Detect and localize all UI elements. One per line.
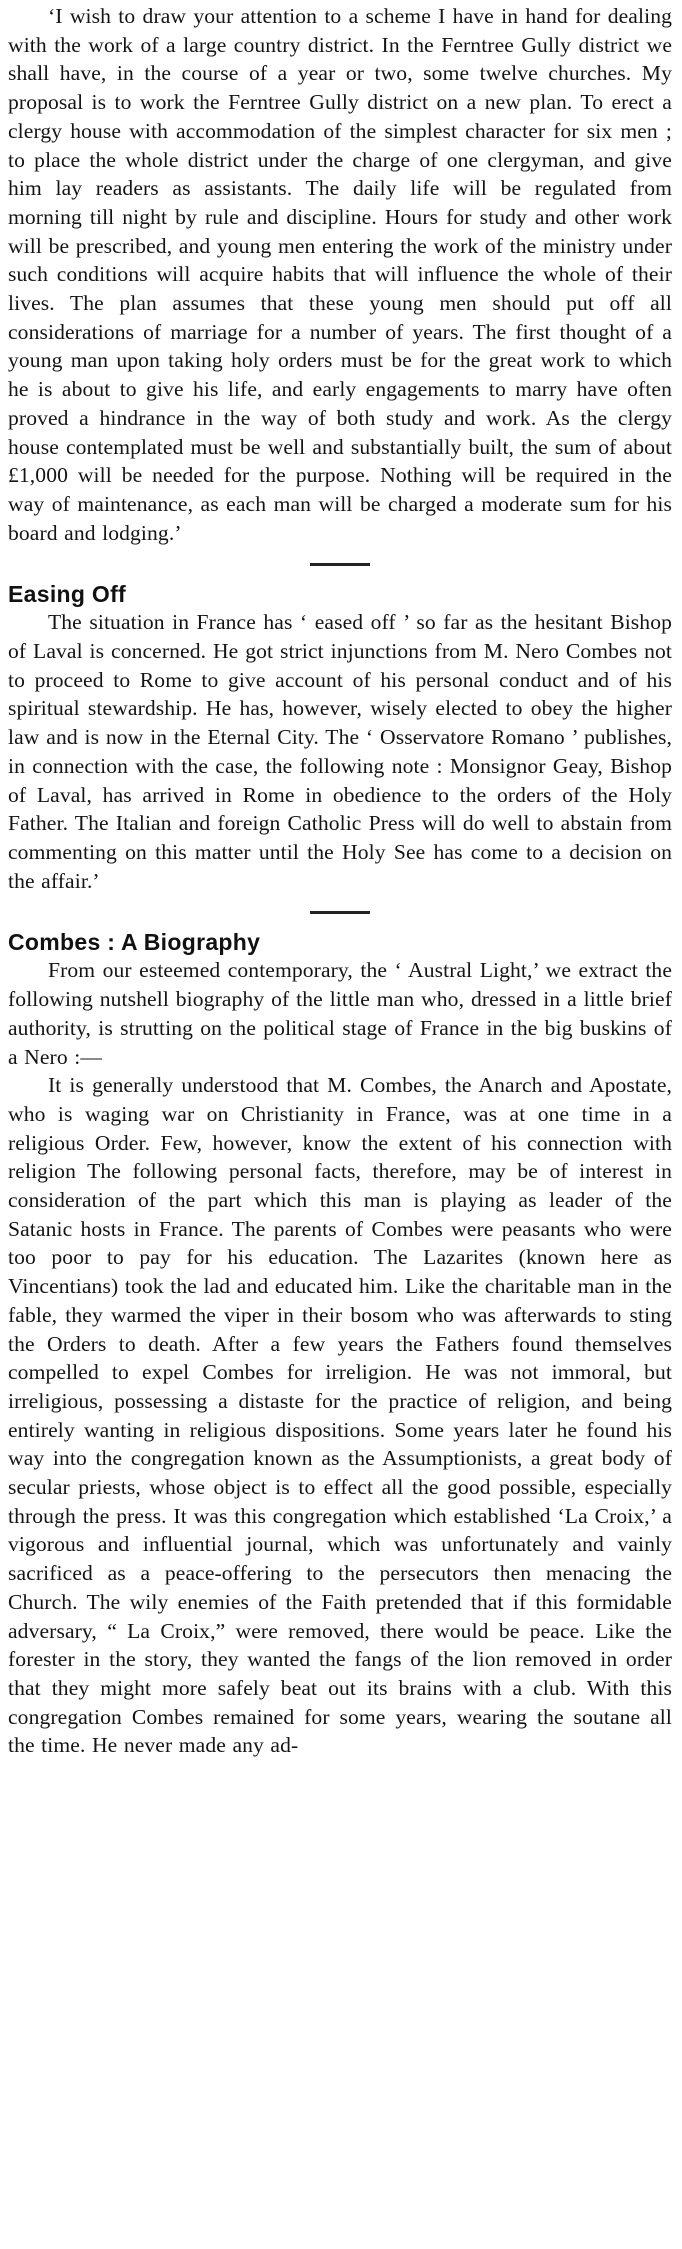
section-divider — [310, 911, 370, 914]
section-heading-easing-off: Easing Off — [8, 581, 127, 608]
section-divider — [310, 563, 370, 566]
easing-off-paragraph: The situation in France has ‘ eased off ’ so far as the hesitant Bishop of Laval is concerned. He got strict injunctions from M. Nero Combes not to proceed to Rome to give account of his personal conduct and of his spiritual stewardship. He has, however, wisely elected to obey the higher law and is now in the Eternal City. The ‘ Osservatore Romano ’ publishes, in connection with the case, the following note : Monsignor Geay, Bishop of Laval, has arrived in Rome in obedience to the orders of the Holy Father. The Italian and foreign Catholic Press will do well to abstain from commenting on this matter until the Holy See has come to a decision on the affair.’ — [8, 610, 672, 893]
section-heading-combes-biography: Combes : A Biography — [8, 929, 261, 956]
biography-intro-paragraph: From our esteemed contemporary, the ‘ Austral Light,’ we extract the following nutshell biography of the little man who, dressed in a little brief authority, is strutting on the political stage of France in the big buskins of a Nero :— — [8, 958, 672, 1069]
intro-paragraph: ‘I wish to draw your attention to a scheme I have in hand for dealing with the work of a large country district. In the Ferntree Gully district we shall have, in the course of a year or two, some twelve churches. My proposal is to work the Ferntree Gully district on a new plan. To erect a clergy house with accommodation of the simplest character for six men ; to place the whole district under the charge of one clergyman, and give him lay readers as assistants. The daily life will be regulated from morning till night by rule and discipline. Hours for study and other work will be prescribed, and young men entering the work of the ministry under such conditions will acquire habits that will influence the whole of their lives. The plan assumes that these young men should put off all considerations of marriage for a number of years. The first thought of a young man upon taking holy orders must be for the great work to which he is about to give his life, and early engagements to marry have often proved a hindrance in the way of both study and work. As the clergy house contemplated must be well and substantially built, the sum of about £1,000 will be needed for the purpose. Nothing will be required in the way of maintenance, as each man will be charged a moderate sum for his board and lodging.’ — [8, 4, 672, 545]
biography-body-paragraph: It is generally understood that M. Combes, the Anarch and Apostate, who is waging war on Christianity in France, was at one time in a religious Order. Few, however, know the extent of his connection with religion The following personal facts, therefore, may be of interest in consideration of the part which this man is playing as leader of the Satanic hosts in France. The parents of Combes were peasants who were too poor to pay for his education. The Lazarites (known here as Vincentians) took the lad and educated him. Like the charitable man in the fable, they warmed the viper in their bosom who was afterwards to sting the Orders to death. After a few years the Fathers found themselves compelled to expel Combes for irreligion. He was not immoral, but irreligious, possessing a distaste for the practice of religion, and being entirely wanting in religious dispositions. Some years later he found his way into the congregation known as the Assumptionists, a great body of secular priests, whose object is to effect all the good possible, especially through the press. It was this congregation which established ‘La Croix,’ a vigorous and influential journal, which was unfortunately and vainly sacrificed as a peace-offering to the persecutors then menacing the Church. The wily enemies of the Faith pretended that if this formidable adversary, “ La Croix,” were removed, there would be peace. Like the forester in the story, they wanted the fangs of the lion removed in order that they might more safely beat out its brains with a club. With this congregation Combes remained for some years, wearing the soutane all the time. He never made any ad- — [8, 1073, 672, 1758]
